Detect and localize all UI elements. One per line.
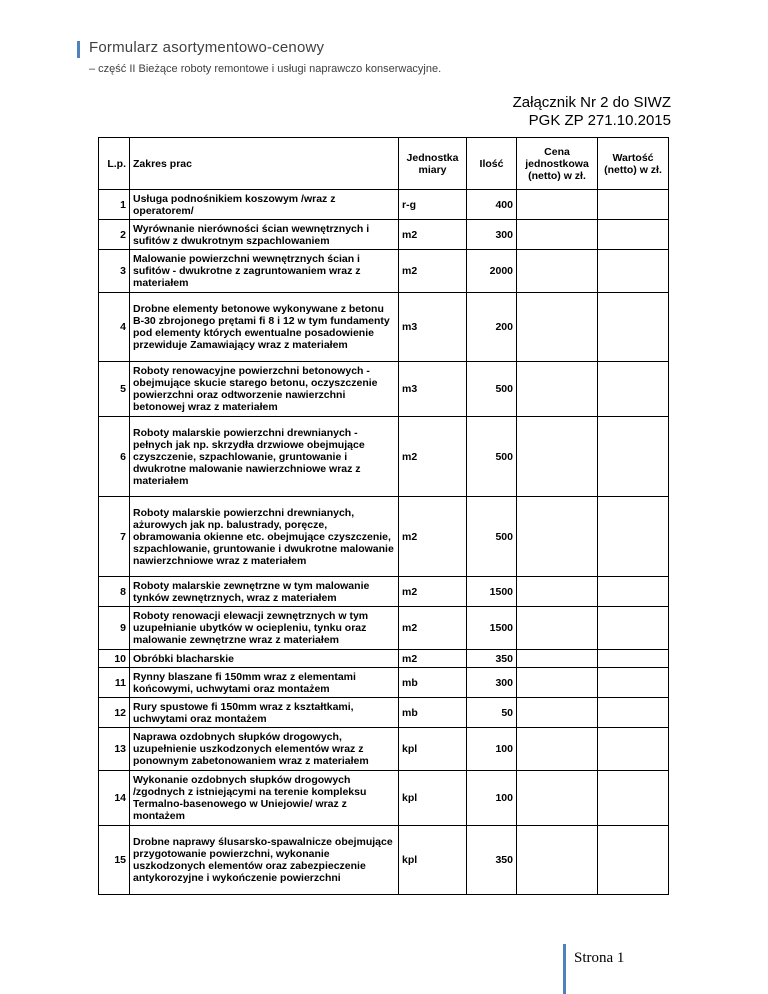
row-unit: kpl <box>399 728 467 771</box>
row-unit-price-cell[interactable] <box>517 190 598 220</box>
table-row <box>99 607 669 650</box>
row-unit: r-g <box>399 190 467 220</box>
header-unit: Jednostka miary <box>399 138 467 190</box>
row-total-value-cell[interactable] <box>598 293 669 362</box>
row-unit-price-cell[interactable] <box>517 650 598 668</box>
row-description: Roboty malarskie powierzchni drewnianych, ażurowych jak np. balustrady, poręcze, obramowania okienne etc. obejmujące czyszczenie, szpachlowanie, gruntowanie i dwukrotne malowanie nawierzchniowe wraz z materiałem <box>130 497 399 577</box>
table-row <box>99 668 669 698</box>
row-total-value-cell[interactable] <box>598 771 669 826</box>
row-quantity: 100 <box>467 771 517 826</box>
row-lp: 14 <box>99 771 130 826</box>
header-lp: L.p. <box>99 138 130 190</box>
row-quantity: 350 <box>467 826 517 895</box>
row-unit-price-cell[interactable] <box>517 220 598 250</box>
table-header-row <box>99 138 669 190</box>
row-quantity: 500 <box>467 362 517 417</box>
row-lp: 11 <box>99 668 130 698</box>
document-subtitle: – część II Bieżące roboty remontowe i usługi naprawczo konserwacyjne. <box>89 63 442 75</box>
row-unit: m2 <box>399 607 467 650</box>
row-unit: mb <box>399 668 467 698</box>
row-lp: 9 <box>99 607 130 650</box>
table-row <box>99 728 669 771</box>
row-lp: 4 <box>99 293 130 362</box>
table-row <box>99 250 669 293</box>
row-lp: 15 <box>99 826 130 895</box>
table-row <box>99 190 669 220</box>
header-quantity: Ilość <box>467 138 517 190</box>
row-description: Rury spustowe fi 150mm wraz z kształtkami, uchwytami oraz montażem <box>130 698 399 728</box>
row-lp: 7 <box>99 497 130 577</box>
table-body <box>99 190 669 895</box>
attachment-line-1: Załącznik Nr 2 do SIWZ <box>512 94 671 111</box>
row-total-value-cell[interactable] <box>598 250 669 293</box>
row-unit-price-cell[interactable] <box>517 293 598 362</box>
row-unit-price-cell[interactable] <box>517 728 598 771</box>
table-row <box>99 417 669 497</box>
row-total-value-cell[interactable] <box>598 190 669 220</box>
row-quantity: 300 <box>467 220 517 250</box>
row-description: Wyrównanie nierówności ścian wewnętrznych i sufitów z dwukrotnym szpachlowaniem <box>130 220 399 250</box>
row-description: Roboty malarskie zewnętrzne w tym malowanie tynków zewnętrznych, wraz z materiałem <box>130 577 399 607</box>
attachment-reference <box>513 94 671 130</box>
row-unit: m3 <box>399 362 467 417</box>
table-row <box>99 220 669 250</box>
attachment-line-2: PGK ZP 271.10.2015 <box>528 112 671 129</box>
row-quantity: 500 <box>467 417 517 497</box>
row-description: Roboty renowacyjne powierzchni betonowych - obejmujące skucie starego betonu, oczyszczenie powierzchni oraz odtworzenie nawierzchni betonowej wraz z materiałem <box>130 362 399 417</box>
row-lp: 5 <box>99 362 130 417</box>
row-total-value-cell[interactable] <box>598 728 669 771</box>
row-lp: 13 <box>99 728 130 771</box>
table-row <box>99 577 669 607</box>
row-unit-price-cell[interactable] <box>517 497 598 577</box>
header-total-value: Wartość (netto) w zł. <box>598 138 669 190</box>
row-unit-price-cell[interactable] <box>517 607 598 650</box>
row-lp: 12 <box>99 698 130 728</box>
row-description: Wykonanie ozdobnych słupków drogowych /zgodnych z istniejącymi na terenie kompleksu Termalno-basenowego w Uniejowie/ wraz z montażem <box>130 771 399 826</box>
row-unit: kpl <box>399 826 467 895</box>
row-quantity: 300 <box>467 668 517 698</box>
table-row <box>99 826 669 895</box>
row-description: Drobne elementy betonowe wykonywane z betonu B-30 zbrojonego prętami fi 8 i 12 w tym fundamenty pod elementy których ewentualne posadowienie przewiduje Zamawiający wraz z materiałem <box>130 293 399 362</box>
page-number: Strona 1 <box>574 950 625 966</box>
row-unit-price-cell[interactable] <box>517 698 598 728</box>
row-unit: m3 <box>399 293 467 362</box>
price-form-table <box>98 137 669 895</box>
row-quantity: 100 <box>467 728 517 771</box>
row-unit-price-cell[interactable] <box>517 826 598 895</box>
table-row <box>99 698 669 728</box>
row-lp: 1 <box>99 190 130 220</box>
row-unit: m2 <box>399 497 467 577</box>
row-lp: 8 <box>99 577 130 607</box>
row-unit: mb <box>399 698 467 728</box>
row-unit: m2 <box>399 417 467 497</box>
row-quantity: 200 <box>467 293 517 362</box>
row-total-value-cell[interactable] <box>598 497 669 577</box>
header-accent-bar <box>77 41 80 58</box>
row-lp: 3 <box>99 250 130 293</box>
table-row <box>99 771 669 826</box>
row-total-value-cell[interactable] <box>598 826 669 895</box>
row-description: Roboty renowacji elewacji zewnętrznych w tym uzupełnianie ubytków w ociepleniu, tynku oraz malowanie zewnętrzne wraz z materiałem <box>130 607 399 650</box>
row-description: Malowanie powierzchni wewnętrznych ścian i sufitów - dwukrotne z zagruntowaniem wraz z materiałem <box>130 250 399 293</box>
row-description: Obróbki blacharskie <box>130 650 399 668</box>
row-total-value-cell[interactable] <box>598 698 669 728</box>
row-lp: 2 <box>99 220 130 250</box>
row-unit-price-cell[interactable] <box>517 362 598 417</box>
row-total-value-cell[interactable] <box>598 607 669 650</box>
row-quantity: 50 <box>467 698 517 728</box>
row-quantity: 1500 <box>467 577 517 607</box>
row-unit-price-cell[interactable] <box>517 668 598 698</box>
table-row <box>99 293 669 362</box>
row-total-value-cell[interactable] <box>598 220 669 250</box>
table-row <box>99 497 669 577</box>
row-lp: 6 <box>99 417 130 497</box>
row-unit-price-cell[interactable] <box>517 250 598 293</box>
row-total-value-cell[interactable] <box>598 668 669 698</box>
document-title: Formularz asortymentowo-cenowy <box>89 39 325 56</box>
row-unit-price-cell[interactable] <box>517 417 598 497</box>
row-quantity: 500 <box>467 497 517 577</box>
row-quantity: 1500 <box>467 607 517 650</box>
row-description: Usługa podnośnikiem koszowym /wraz z operatorem/ <box>130 190 399 220</box>
row-unit: m2 <box>399 220 467 250</box>
table-row <box>99 650 669 668</box>
header-description: Zakres prac <box>130 138 399 190</box>
row-description: Naprawa ozdobnych słupków drogowych, uzupełnienie uszkodzonych elementów wraz z ponownym zabetonowaniem wraz z materiałem <box>130 728 399 771</box>
row-total-value-cell[interactable] <box>598 417 669 497</box>
row-total-value-cell[interactable] <box>598 577 669 607</box>
row-description: Drobne naprawy ślusarsko-spawalnicze obejmujące przygotowanie powierzchni, wykonanie uszkodzonych elementów oraz zabezpieczenie antykorozyjne i wykończenie powierzchni <box>130 826 399 895</box>
row-lp: 10 <box>99 650 130 668</box>
row-total-value-cell[interactable] <box>598 362 669 417</box>
row-description: Rynny blaszane fi 150mm wraz z elementami końcowymi, uchwytami oraz montażem <box>130 668 399 698</box>
row-unit-price-cell[interactable] <box>517 577 598 607</box>
row-unit: m2 <box>399 650 467 668</box>
row-quantity: 350 <box>467 650 517 668</box>
row-quantity: 2000 <box>467 250 517 293</box>
header-unit-price: Cena jednostkowa (netto) w zł. <box>517 138 598 190</box>
row-unit-price-cell[interactable] <box>517 771 598 826</box>
row-unit: m2 <box>399 577 467 607</box>
row-quantity: 400 <box>467 190 517 220</box>
row-description: Roboty malarskie powierzchni drewnianych - pełnych jak np. skrzydła drzwiowe obejmujące czyszczenie, szpachlowanie, gruntowanie i dwukrotne malowanie nawierzchniowe wraz z materiałem <box>130 417 399 497</box>
row-total-value-cell[interactable] <box>598 650 669 668</box>
row-unit: m2 <box>399 250 467 293</box>
row-unit: kpl <box>399 771 467 826</box>
footer-accent-bar <box>563 944 566 994</box>
table-row <box>99 362 669 417</box>
